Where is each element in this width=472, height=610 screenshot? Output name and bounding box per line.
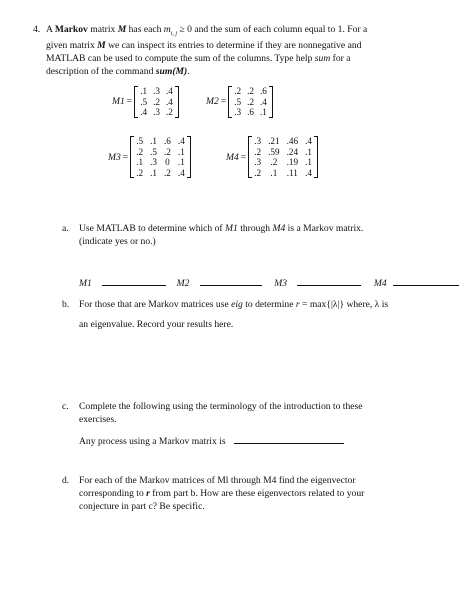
- part-c-line-1: Complete the following using the terminology of the introduction to these: [79, 401, 363, 412]
- matrix-cell: .2: [136, 167, 144, 178]
- matrix-cell: .19: [286, 157, 299, 167]
- right-bracket: [314, 136, 318, 178]
- intro-text: has each: [126, 24, 164, 35]
- matrix-m4: [226, 136, 318, 178]
- part-a-line-2: (indicate yes or no.): [79, 236, 156, 247]
- intro-text: for a: [330, 53, 351, 64]
- answer-row: [79, 276, 459, 290]
- matrix-cell: .1: [305, 146, 312, 157]
- matrix-grid: [134, 136, 187, 178]
- part-d-text: from part b. How are these eigenvectors related to your: [149, 488, 365, 499]
- part-b-text: where, λ is: [344, 299, 389, 310]
- matrix-cell: .2: [166, 107, 173, 117]
- part-c-line-2: exercises.: [79, 414, 117, 425]
- matrix-m3: [108, 136, 191, 178]
- answer-blank-m4[interactable]: [393, 276, 459, 286]
- matrix-label: M2: [206, 96, 219, 108]
- matrix-cell: .2: [164, 146, 171, 157]
- matrix-cell: .5: [136, 136, 144, 146]
- matrix-cell: .4: [260, 96, 267, 107]
- part-d-line-1: For each of the Markov matrices of Ml through M4 find the eigenvector: [79, 475, 356, 486]
- intro-line-1: [46, 24, 367, 40]
- matrix-cell: .1: [177, 157, 185, 167]
- matrix-cell: .3: [153, 107, 160, 117]
- sum-word: sum: [314, 53, 331, 64]
- answer-blank-process[interactable]: [234, 434, 344, 444]
- matrix-cell: .5: [150, 146, 157, 157]
- matrix-cell: .6: [164, 136, 171, 146]
- equals-sign: =: [122, 151, 129, 163]
- max-formula: = max: [299, 299, 327, 310]
- matrix-cell: .2: [254, 167, 262, 178]
- equals-sign: =: [126, 96, 133, 108]
- matrix-label: M4: [226, 151, 239, 163]
- matrix-cell: .2: [247, 86, 254, 96]
- matrix-symbol: M: [97, 40, 106, 51]
- matrix-cell: .21: [268, 136, 280, 146]
- answer-label-m2: M2: [176, 278, 190, 289]
- matrix-cell: .1: [270, 167, 278, 178]
- matrix-cell: .2: [234, 86, 242, 96]
- matrix-label: M3: [108, 151, 121, 163]
- part-a-text: through: [237, 223, 273, 234]
- matrix-cell: .2: [153, 96, 160, 107]
- intro-line-4: [46, 66, 190, 78]
- matrix-cell: .3: [150, 157, 157, 167]
- matrix-cell: .1: [260, 107, 267, 117]
- matrix-cell: .4: [305, 136, 312, 146]
- matrix-cell: .11: [286, 167, 298, 178]
- intro-text: description of the command: [46, 66, 156, 77]
- part-b-letter: b.: [62, 299, 70, 310]
- matrix-cell: .1: [140, 86, 148, 96]
- matrix-cell: 0: [165, 157, 170, 167]
- r-symbol: r: [146, 488, 150, 499]
- matrix-cell: .1: [177, 146, 185, 157]
- intro-line-2: [46, 40, 361, 52]
- answer-label-m1: M1: [79, 278, 92, 289]
- matrix-m1: [112, 86, 179, 118]
- part-a-line-1: [79, 223, 363, 235]
- markov-word: Markov: [54, 24, 88, 35]
- matrix-grid: [252, 136, 314, 178]
- part-b-text: For those that are Markov matrices use: [79, 299, 232, 310]
- part-c-text: Any process using a Markov matrix is: [79, 436, 226, 447]
- intro-text: matrix: [87, 24, 118, 35]
- part-a-text: is a Markov matrix.: [285, 223, 364, 234]
- matrix-cell: .59: [268, 146, 280, 157]
- intro-text: .: [187, 66, 190, 77]
- matrix-cell: .1: [305, 157, 312, 167]
- part-b-text: to determine: [242, 299, 296, 310]
- entry-symbol: m: [163, 24, 171, 35]
- matrix-cell: .4: [166, 86, 173, 96]
- matrix-cell: .2: [270, 157, 278, 167]
- matrix-grid: [138, 86, 175, 118]
- part-d-line-2: [79, 488, 364, 500]
- matrix-cell: .5: [140, 96, 148, 107]
- matrix-cell: .2: [136, 146, 144, 157]
- matrix-cell: .3: [254, 157, 262, 167]
- m1-ref: M1: [225, 223, 238, 234]
- matrix-cell: .4: [140, 107, 148, 117]
- matrix-cell: .5: [234, 96, 242, 107]
- matrix-cell: .46: [286, 136, 299, 146]
- matrix-m2: [206, 86, 273, 118]
- intro-text: given matrix: [46, 40, 98, 51]
- part-d-letter: d.: [62, 475, 70, 486]
- answer-blank-m1[interactable]: [102, 276, 166, 286]
- right-bracket: [269, 86, 273, 118]
- part-b-line-1: [79, 299, 388, 311]
- matrix-cell: .2: [247, 96, 254, 107]
- entry-subscript: i, j: [170, 30, 178, 37]
- equals-sign: =: [220, 96, 227, 108]
- answer-blank-m3[interactable]: [297, 276, 361, 286]
- answer-label-m4: M4: [373, 278, 387, 289]
- part-d-line-3: conjecture in part c? Be specific.: [79, 501, 205, 512]
- matrix-cell: .3: [254, 136, 262, 146]
- part-c-letter: c.: [62, 401, 69, 412]
- right-bracket: [175, 86, 179, 118]
- sum-command: sum(M): [155, 66, 188, 77]
- matrix-symbol: M: [117, 24, 127, 35]
- matrix-cell: .6: [247, 107, 254, 117]
- part-a-text: Use MATLAB to determine which of: [79, 223, 226, 234]
- eig-word: eig: [231, 299, 243, 310]
- matrix-cell: .4: [305, 167, 312, 178]
- m4-ref: M4: [272, 223, 286, 234]
- part-b-line-2: an eigenvalue. Record your results here.: [79, 319, 234, 330]
- lambda-abs: {|λ|}: [326, 299, 345, 310]
- matrix-cell: .4: [177, 167, 185, 178]
- matrix-cell: .2: [164, 167, 171, 178]
- matrix-cell: .2: [254, 146, 262, 157]
- matrix-cell: .24: [286, 146, 299, 157]
- equals-sign: =: [240, 151, 247, 163]
- right-bracket: [187, 136, 191, 178]
- matrix-cell: .1: [150, 167, 157, 178]
- intro-text: A: [46, 24, 55, 35]
- intro-text: we can inspect its entries to determine if they are nonnegative and: [105, 40, 362, 51]
- matrix-cell: .6: [260, 86, 267, 96]
- part-a-letter: a.: [62, 223, 69, 234]
- answer-label-m3: M3: [274, 278, 288, 289]
- intro-line-3: [46, 53, 351, 65]
- matrix-cell: .3: [153, 86, 160, 96]
- answer-blank-m2[interactable]: [200, 276, 262, 286]
- intro-text: ≥ 0 and the sum of each column equal to 1. For a: [177, 24, 368, 35]
- matrix-cell: .1: [136, 157, 144, 167]
- matrix-label: M1: [112, 96, 125, 108]
- part-d-text: corresponding to: [79, 488, 147, 499]
- intro-text: MATLAB can be used to compute the sum of the columns. Type help: [46, 53, 315, 64]
- matrix-cell: .4: [166, 96, 173, 107]
- matrix-cell: .1: [150, 136, 157, 146]
- matrix-grid: [232, 86, 269, 118]
- matrix-cell: .3: [234, 107, 242, 117]
- problem-number: 4.: [33, 24, 41, 35]
- matrix-cell: .4: [177, 136, 185, 146]
- part-c-line-3: [79, 434, 344, 448]
- r-symbol: r: [295, 299, 300, 310]
